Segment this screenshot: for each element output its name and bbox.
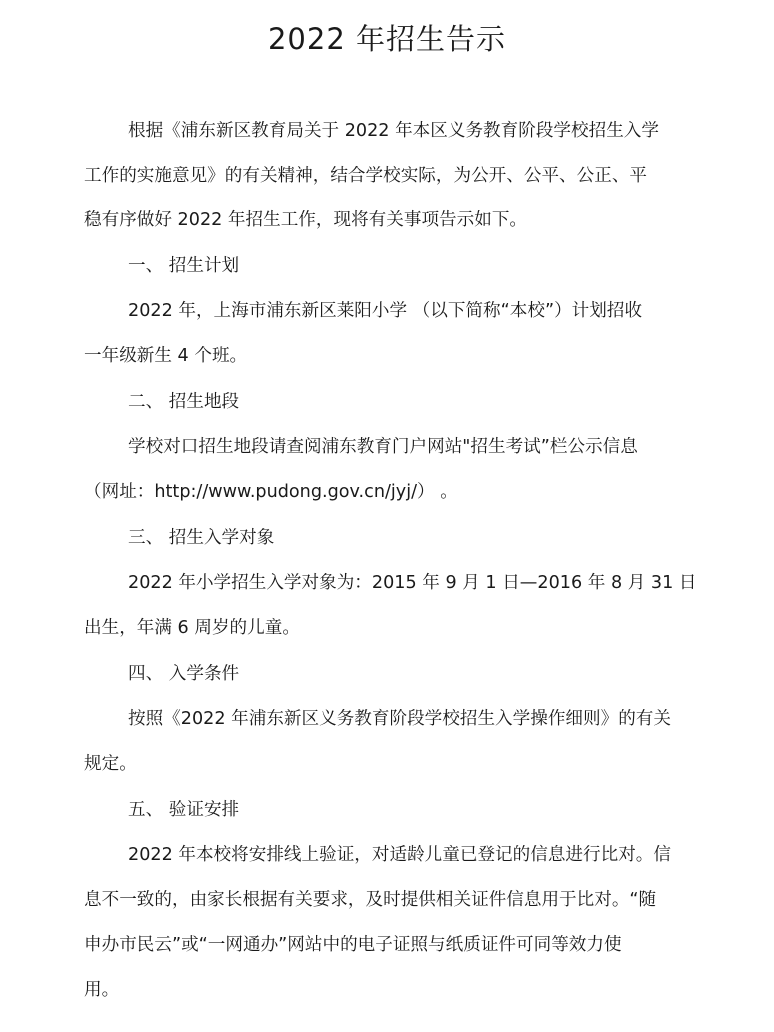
section-5-line-2: 息不一致的，由家长根据有关要求，及时提供相关证件信息用于比对。“随 [84, 890, 657, 910]
section-2-line-2: （网址：http://www.pudong.gov.cn/jyj/） 。 [84, 482, 458, 502]
section-4-heading: 四、 入学条件 [128, 664, 240, 684]
section-3-line-2: 出生，年满 6 周岁的儿童。 [84, 618, 300, 638]
document-title: 2022 年招生告示 [267, 22, 507, 56]
section-3-heading: 三、 招生入学对象 [128, 528, 275, 548]
intro-line-2: 工作的实施意见》的有关精神，结合学校实际，为公开、公平、公正、平 [84, 166, 648, 186]
intro-line-3: 稳有序做好 2022 年招生工作，现将有关事项告示如下。 [84, 210, 528, 230]
section-5-line-1: 2022 年本校将安排线上验证，对适龄儿童已登记的信息进行比对。信 [128, 845, 671, 865]
section-3-line-1: 2022 年小学招生入学对象为：2015 年 9 月 1 日—2016 年 8 月 31 日 [128, 573, 697, 593]
section-1-heading: 一、 招生计划 [128, 256, 240, 276]
section-5-line-4: 用。 [84, 980, 120, 1000]
intro-line-1: 根据《浦东新区教育局关于 2022 年本区义务教育阶段学校招生入学 [128, 121, 659, 141]
section-2-heading: 二、 招生地段 [128, 392, 240, 412]
section-4-line-1: 按照《2022 年浦东新区义务教育阶段学校招生入学操作细则》的有关 [128, 709, 671, 729]
section-5-heading: 五、 验证安排 [128, 800, 240, 820]
section-1-line-2: 一年级新生 4 个班。 [84, 346, 248, 366]
section-4-line-2: 规定。 [84, 754, 137, 774]
section-2-line-1: 学校对口招生地段请查阅浦东教育门户网站"招生考试”栏公示信息 [128, 437, 638, 457]
section-1-line-1: 2022 年，上海市浦东新区莱阳小学 （以下简称“本校”）计划招收 [128, 301, 643, 321]
section-5-line-3: 申办市民云”或“一网通办”网站中的电子证照与纸质证件可同等效力使 [84, 935, 622, 955]
